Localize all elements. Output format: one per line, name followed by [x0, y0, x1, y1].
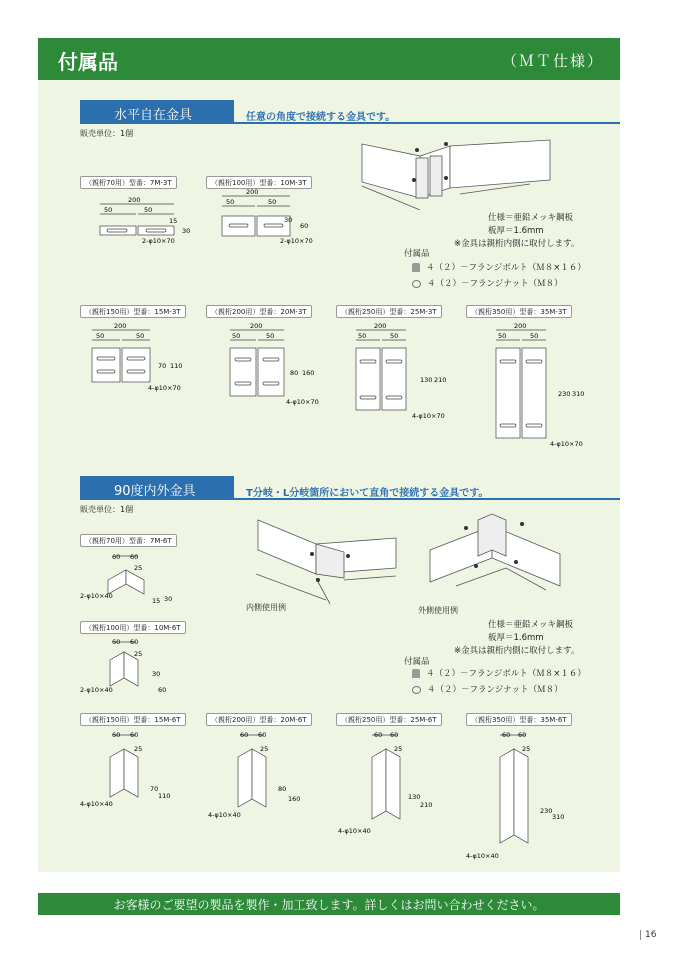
drawing-25M-6T: [336, 727, 446, 837]
dim-inner: 230: [558, 390, 571, 398]
dim-hole: 2-φ10×40: [80, 592, 113, 600]
dim-left: 50: [226, 198, 235, 206]
accessory-bolt: [412, 668, 586, 681]
bolt-icon: [412, 669, 420, 678]
item-35M-6T: （親桁350用）型番：35M-6T: [466, 713, 572, 726]
dim-hole: 4-φ10×40: [208, 811, 241, 819]
dim-inner: 130: [408, 793, 421, 801]
dim-width: 200: [514, 322, 527, 330]
dim-height: 210: [434, 376, 447, 384]
dim-hole: 2-φ10×40: [80, 686, 113, 694]
item-10M-3T: （親桁100用）型番：10M-3T: [206, 176, 312, 189]
dim-a: 60: [502, 731, 511, 739]
dim-c: 25: [260, 745, 269, 753]
dim-right: 50: [268, 198, 277, 206]
section1-specs: [488, 212, 573, 238]
drawing-25M-3T: [346, 320, 466, 422]
drawing-15M-3T: [80, 320, 200, 400]
section2-desc: T分岐・L分岐箇所において直角で接続する金具です。: [246, 488, 489, 499]
spec-material: 仕様＝亜鉛メッキ鋼板: [488, 620, 574, 630]
dim-inner: 130: [420, 376, 433, 384]
dim-inner: 70: [158, 362, 167, 370]
page-number: 16: [640, 930, 656, 940]
section1-title: 水平自在金具: [80, 100, 234, 124]
nut-icon: [412, 686, 421, 694]
dim-b: 60: [130, 731, 139, 739]
dim-right: 50: [390, 332, 399, 340]
item-25M-6T: （親桁250用）型番：25M-6T: [336, 713, 442, 726]
outer-caption: 外側使用例: [418, 606, 458, 615]
dim-a: 60: [240, 731, 249, 739]
nut-text: ４（２）－フランジナット（Ｍ８）: [427, 685, 563, 695]
inner-caption: 内側使用例: [246, 603, 286, 612]
drawing-20M-3T: [220, 320, 340, 412]
accessory-nut: [412, 278, 563, 291]
item-10M-6T: （親桁100用）型番：10M-6T: [80, 621, 186, 634]
dim-width: 200: [250, 322, 263, 330]
page-title: 付属品: [58, 50, 118, 74]
outer-usage-illustration: [426, 510, 566, 602]
dim-c: 25: [394, 745, 403, 753]
dim-b: 60: [130, 638, 139, 646]
dim-b: 60: [518, 731, 527, 739]
section1-usage-illustration: [360, 138, 610, 210]
section2-unit: 販売単位：1個: [80, 505, 134, 514]
drawing-7M-3T: [80, 190, 210, 250]
item-7M-6T: （親桁70用）型番：7M-6T: [80, 534, 177, 547]
spec-note: ※金具は親桁内側に取付します。: [454, 646, 580, 656]
dim-hole: 4-φ10×40: [80, 800, 113, 808]
dim-inner: 80: [290, 369, 299, 377]
nut-text: ４（２）－フランジナット（Ｍ８）: [427, 279, 563, 289]
dim-right: 50: [530, 332, 539, 340]
footer-banner: お客様のご要望の製品を製作・加工致します。詳しくはお問い合わせください。: [38, 893, 620, 915]
dim-inner: 230: [540, 807, 553, 815]
dim-inner: 30: [284, 216, 293, 224]
dim-inner: 70: [150, 785, 159, 793]
accessory-title: 付属品: [404, 249, 430, 259]
dim-right: 50: [136, 332, 145, 340]
dim-height: 60: [300, 222, 309, 230]
drawing-20M-6T: [206, 727, 316, 821]
dim-b: 60: [130, 553, 139, 561]
dim-hole: 4-φ10×70: [286, 398, 319, 406]
dim-height: 160: [302, 369, 315, 377]
dim-height: 310: [572, 390, 585, 398]
dim-hole: 2-φ10×70: [280, 237, 313, 245]
dim-height: 60: [158, 686, 167, 694]
item-35M-3T: （親桁350用）型番：35M-3T: [466, 305, 572, 318]
dim-left: 50: [96, 332, 105, 340]
accessory-bolt: [412, 262, 586, 275]
dim-left: 50: [358, 332, 367, 340]
dim-height: 160: [288, 795, 301, 803]
accessory-nut: [412, 684, 563, 697]
item-20M-6T: （親桁200用）型番：20M-6T: [206, 713, 312, 726]
dim-c: 25: [134, 745, 143, 753]
drawing-10M-6T: [80, 634, 190, 696]
nut-icon: [412, 280, 421, 288]
section2-title: 90度内外金具: [80, 476, 234, 500]
section1-desc: 任意の角度で接続する金具です。: [246, 112, 396, 123]
drawing-7M-6T: [80, 548, 190, 610]
section2-specs: [488, 619, 573, 645]
dim-hole: 4-φ10×40: [466, 852, 499, 860]
dim-inner: 80: [278, 785, 287, 793]
dim-a: 60: [374, 731, 383, 739]
spec-material: 仕様＝亜鉛メッキ鋼板: [488, 213, 574, 223]
dim-width: 200: [374, 322, 387, 330]
spec-note: ※金具は親桁内側に取付します。: [454, 239, 580, 249]
dim-height: 110: [158, 792, 171, 800]
section1-unit: 販売単位：1個: [80, 129, 134, 138]
drawing-35M-6T: [466, 727, 576, 861]
dim-hole: 4-φ10×70: [550, 440, 583, 448]
bolt-text: ４（２）－フランジボルト（Ｍ８×１６）: [426, 669, 586, 679]
accessory-title: 付属品: [404, 657, 430, 667]
item-15M-6T: （親桁150用）型番：15M-6T: [80, 713, 186, 726]
item-20M-3T: （親桁200用）型番：20M-3T: [206, 305, 312, 318]
dim-inner: 15: [152, 597, 161, 605]
drawing-15M-6T: [80, 727, 190, 809]
dim-a: 60: [112, 638, 121, 646]
dim-hole: 4-φ10×70: [148, 384, 181, 392]
dim-a: 60: [112, 731, 121, 739]
drawing-10M-3T: [210, 186, 330, 250]
dim-width: 200: [114, 322, 127, 330]
dim-b: 60: [258, 731, 267, 739]
dim-a: 60: [112, 553, 121, 561]
item-25M-3T: （親桁250用）型番：25M-3T: [336, 305, 442, 318]
dim-right: 50: [144, 206, 153, 214]
dim-c: 25: [134, 650, 143, 658]
dim-width: 200: [128, 196, 141, 204]
dim-hole: 4-φ10×40: [338, 827, 371, 835]
dim-hole: 2-φ10×70: [142, 237, 175, 245]
drawing-35M-3T: [486, 320, 606, 450]
dim-height: 30: [164, 595, 173, 603]
dim-left: 50: [498, 332, 507, 340]
spec-tag: （ＭＴ仕様）: [501, 52, 604, 70]
bolt-icon: [412, 263, 420, 272]
dim-height: 210: [420, 801, 433, 809]
dim-left: 50: [104, 206, 113, 214]
dim-left: 50: [232, 332, 241, 340]
dim-c: 25: [134, 564, 143, 572]
dim-hole: 4-φ10×70: [412, 412, 445, 420]
spec-thickness: 板厚＝1.6mm: [488, 226, 544, 236]
dim-inner: 15: [169, 217, 178, 225]
spec-thickness: 板厚＝1.6mm: [488, 633, 544, 643]
item-15M-3T: （親桁150用）型番：15M-3T: [80, 305, 186, 318]
inner-usage-illustration: [256, 516, 402, 606]
page-header: [38, 38, 620, 80]
dim-c: 25: [522, 745, 531, 753]
dim-height: 310: [552, 813, 565, 821]
dim-right: 50: [266, 332, 275, 340]
item-7M-3T: （親桁70用）型番：7M-3T: [80, 176, 177, 189]
dim-b: 60: [390, 731, 399, 739]
bolt-text: ４（２）－フランジボルト（Ｍ８×１６）: [426, 263, 586, 273]
dim-height: 30: [182, 227, 191, 235]
dim-width: 200: [246, 188, 259, 196]
dim-height: 110: [170, 362, 183, 370]
dim-inner: 30: [152, 670, 161, 678]
